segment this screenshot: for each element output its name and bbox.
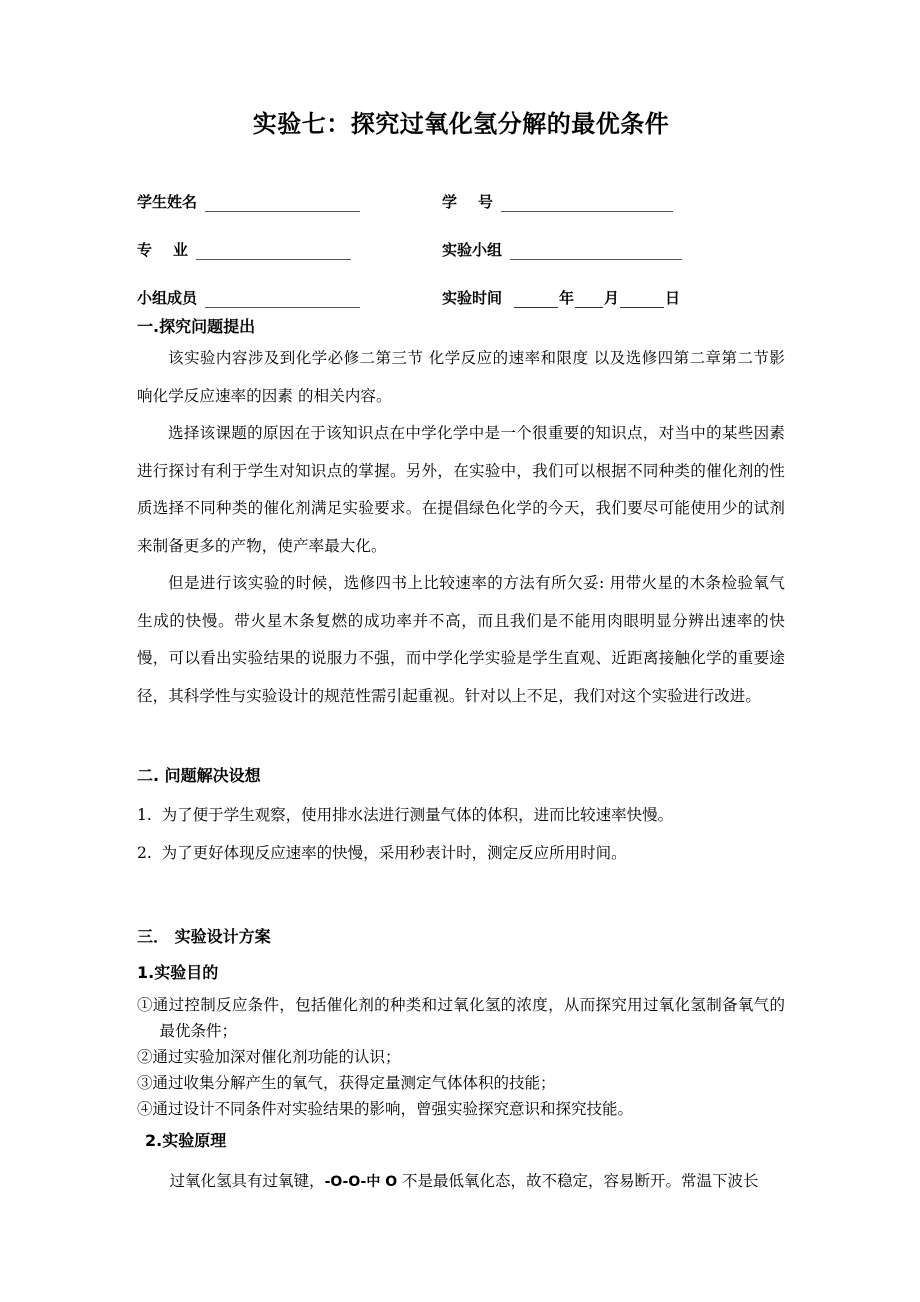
experiment-aim-1: ①通过控制反应条件，包括催化剂的种类和过氧化氢的浓度，从而探究用过氧化氢制备氧气的最优条件； <box>137 996 785 1040</box>
field-experiment-date <box>442 288 785 308</box>
spacer <box>137 1154 785 1166</box>
date-input-group <box>514 289 681 308</box>
label-month-unit: 月 <box>604 289 620 307</box>
label-student-name: 学生姓名 <box>137 193 198 211</box>
experiment-principle-text <box>137 1166 785 1197</box>
section-two-item-2: 2. 为了更好体现反应速率的快慢，采用秒表计时，测定反应所用时间。 <box>137 843 627 862</box>
input-lab-group[interactable] <box>510 240 682 260</box>
principle-text-after: 不是最低氧化态，故不稳定，容易断开。常温下波长 <box>397 1172 759 1190</box>
page-title: 实验七：探究过氧化氢分解的最优条件 <box>252 110 670 138</box>
experiment-aim-2: ②通过实验加深对催化剂功能的认识； <box>137 1048 401 1066</box>
label-group-members: 小组成员 <box>137 289 198 307</box>
experiment-aim-3: ③通过收集分解产生的氧气，获得定量测定气体体积的技能； <box>137 1074 556 1092</box>
field-student-id <box>442 192 785 212</box>
label-experiment-date: 实验时间 <box>442 289 503 307</box>
spacer <box>137 872 785 924</box>
principle-text-before: 过氧化氢具有过氧键， <box>169 1172 325 1190</box>
student-info-form <box>137 164 785 308</box>
input-date-day[interactable] <box>620 289 664 308</box>
label-day-unit: 日 <box>665 289 681 307</box>
heading-experiment-purpose: 1.实验目的 <box>137 963 219 982</box>
field-major <box>137 240 442 260</box>
page-content <box>137 0 785 1197</box>
input-student-name[interactable] <box>205 192 360 212</box>
input-date-month[interactable] <box>575 289 603 308</box>
section-two-item-1: 1. 为了便于学生观察，使用排水法进行测量气体的体积，进而比较速率快慢。 <box>137 806 674 824</box>
label-major: 专 业 <box>137 241 188 259</box>
form-row-major-group <box>137 212 785 260</box>
principle-text-mid: 中 O <box>366 1174 398 1190</box>
input-major[interactable] <box>196 240 351 260</box>
input-student-id[interactable] <box>501 192 673 212</box>
heading-section-one: 一.探究问题提出 <box>137 317 256 336</box>
experiment-aim-4: ④通过设计不同条件对实验结果的影响，曾强实验探究意识和探究技能。 <box>137 1100 634 1118</box>
spacer <box>137 789 785 797</box>
section-one-paragraph-2: 选择该课题的原因在于该知识点在中学化学中是一个很重要的知识点，对当中的某些因素进行探讨有利于学生对知识点的掌握。另外，在实验中，我们可以根据不同种类的催化剂的性质选择不同种类的催化剂满足实验要求。在提倡绿色化学的今天，我们要尽可能使用少的试剂来制备更多的产物，使产率最大化。 <box>137 424 785 555</box>
label-year-unit: 年 <box>559 289 575 307</box>
heading-experiment-principle: 2.实验原理 <box>145 1131 227 1150</box>
field-lab-group <box>442 240 785 260</box>
spacer <box>137 950 785 960</box>
form-row-members-date <box>137 260 785 308</box>
field-student-name <box>137 192 442 212</box>
label-lab-group: 实验小组 <box>442 241 503 259</box>
section-one-paragraph-3: 但是进行该实验的时候，选修四书上比较速率的方法有所欠妥: 用带火星的木条检验氧气生成的快慢。带火星木条复燃的成功率并不高，而且我们是不能用肉眼明显分辨出速率的快慢，可以看出实验结果的说服力不强，而中学化学实验是学生直观、近距离接触化学的重要途径，其科学性与实验设计的规范性需引起重视。针对以上不足，我们对这个实验进行改进。 <box>137 574 785 705</box>
spacer <box>137 715 785 763</box>
heading-section-three: 三． 实验设计方案 <box>137 927 271 946</box>
section-one-paragraph-1: 该实验内容涉及到化学必修二第三节 化学反应的速率和限度 以及选修四第二章第二节影响化学反应速率的因素 的相关内容。 <box>137 349 785 405</box>
input-group-members[interactable] <box>205 288 360 308</box>
heading-section-two: 二. 问题解决设想 <box>137 766 261 785</box>
field-group-members <box>137 288 442 308</box>
label-student-id: 学 号 <box>442 193 493 211</box>
form-row-name-id <box>137 164 785 212</box>
peroxide-bond-formula: -O-O- <box>324 1174 367 1190</box>
input-date-year[interactable] <box>514 289 558 308</box>
